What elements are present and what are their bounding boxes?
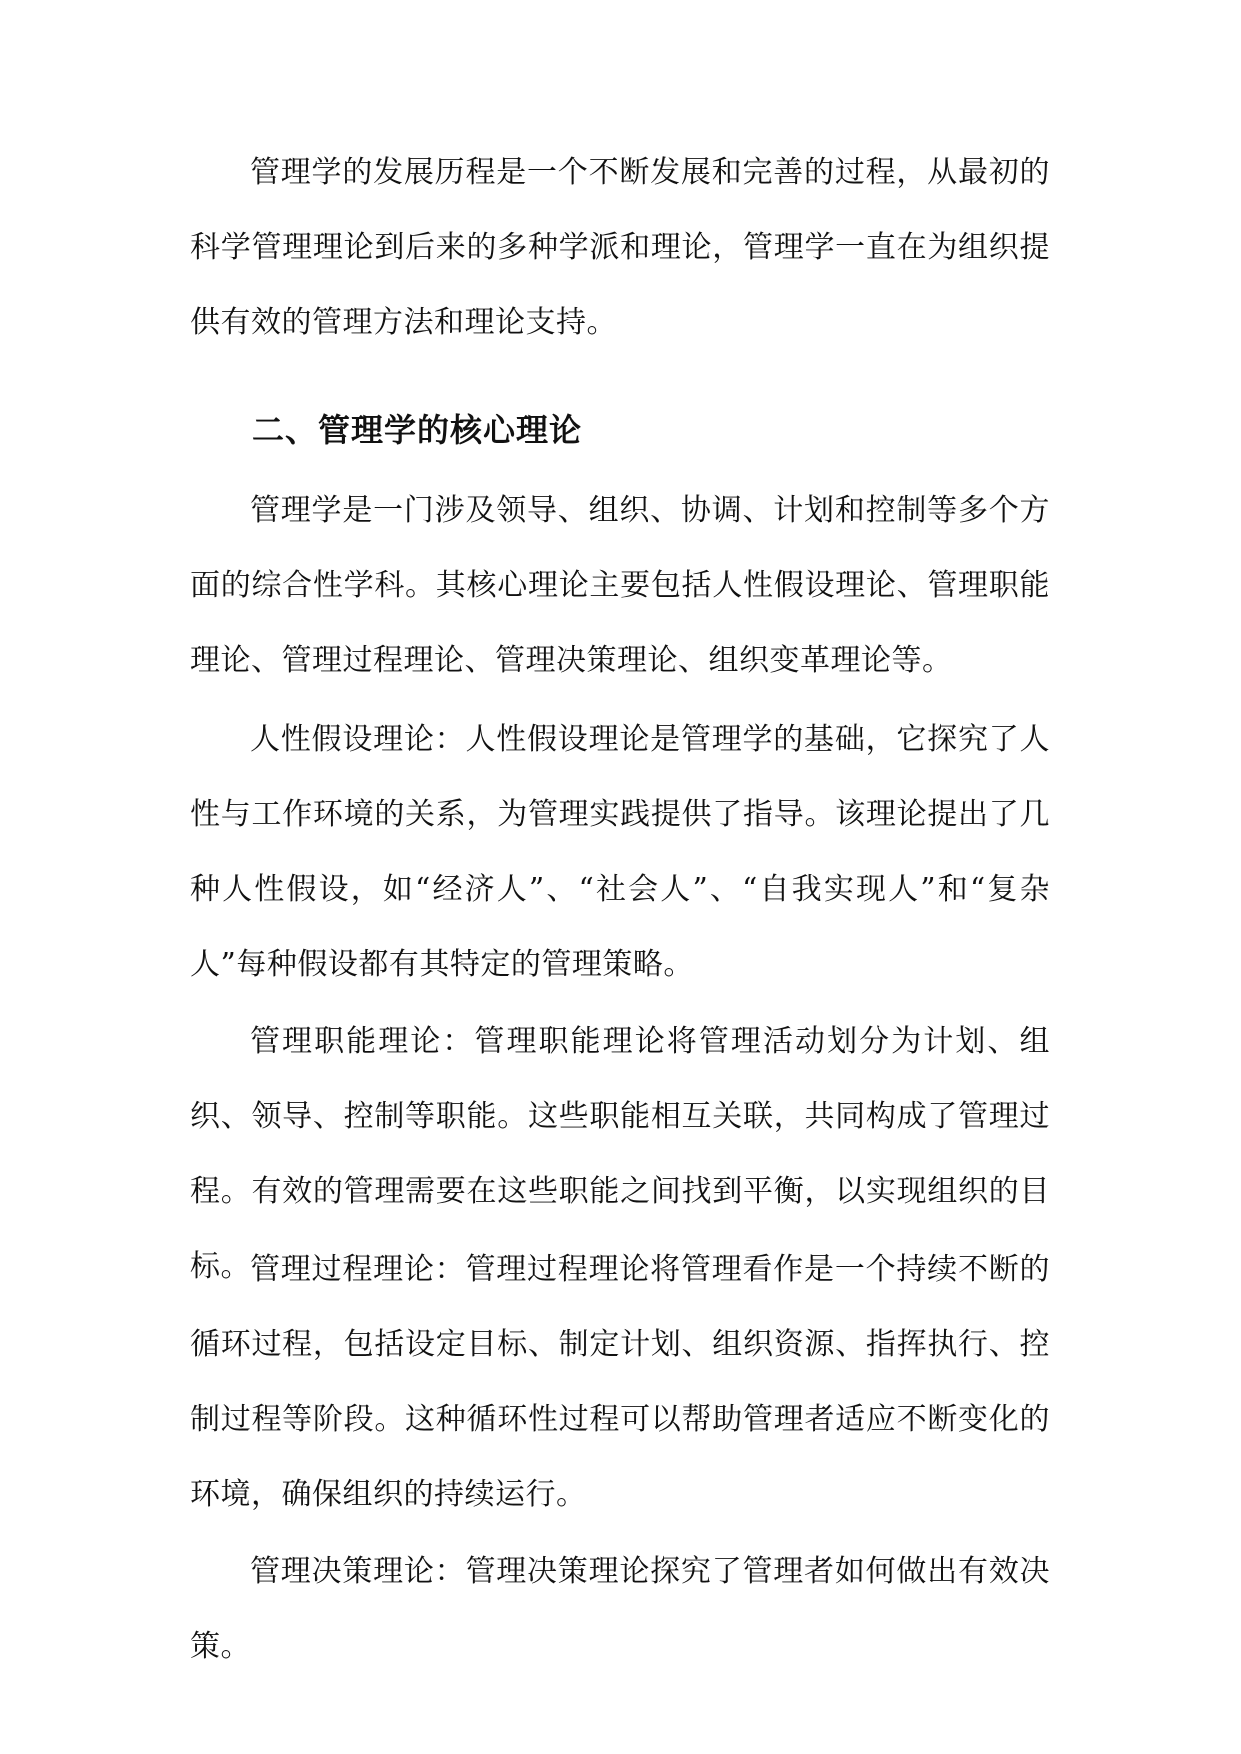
paragraph-human-nature-theory: 人性假设理论：人性假设理论是管理学的基础，它探究了人性与工作环境的关系，为管理实践提供了指导。该理论提出了几种人性假设，如“经济人”、“社会人”、“自我实现人”和“复杂人”每种假设都有其特定的管理策略。 bbox=[190, 722, 1050, 982]
paragraph-management-decision-theory: 管理决策理论：管理决策理论探究了管理者如何做出有效决策。 bbox=[190, 1554, 1050, 1664]
paragraph-management-function-theory: 管理职能理论：管理职能理论将管理活动划分为计划、组织、领导、控制等职能。这些职能相互关联，共同构成了管理过程。有效的管理需要在这些职能之间找到平衡，以实现组织的目标。 bbox=[190, 1024, 1050, 1284]
section-heading: 二、管理学的核心理论 bbox=[252, 411, 583, 449]
paragraph-core-theories-intro: 管理学是一门涉及领导、组织、协调、计划和控制等多个方面的综合性学科。其核心理论主要包括人性假设理论、管理职能理论、管理过程理论、管理决策理论、组织变革理论等。 bbox=[190, 493, 1050, 678]
paragraph-development-history: 管理学的发展历程是一个不断发展和完善的过程，从最初的科学管理理论到后来的多种学派和理论，管理学一直在为组织提供有效的管理方法和理论支持。 bbox=[190, 155, 1050, 340]
paragraph-management-process-theory: 管理过程理论：管理过程理论将管理看作是一个持续不断的循环过程，包括设定目标、制定计划、组织资源、指挥执行、控制过程等阶段。这种循环性过程可以帮助管理者适应不断变化的环境，确保组织的持续运行。 bbox=[190, 1252, 1050, 1512]
